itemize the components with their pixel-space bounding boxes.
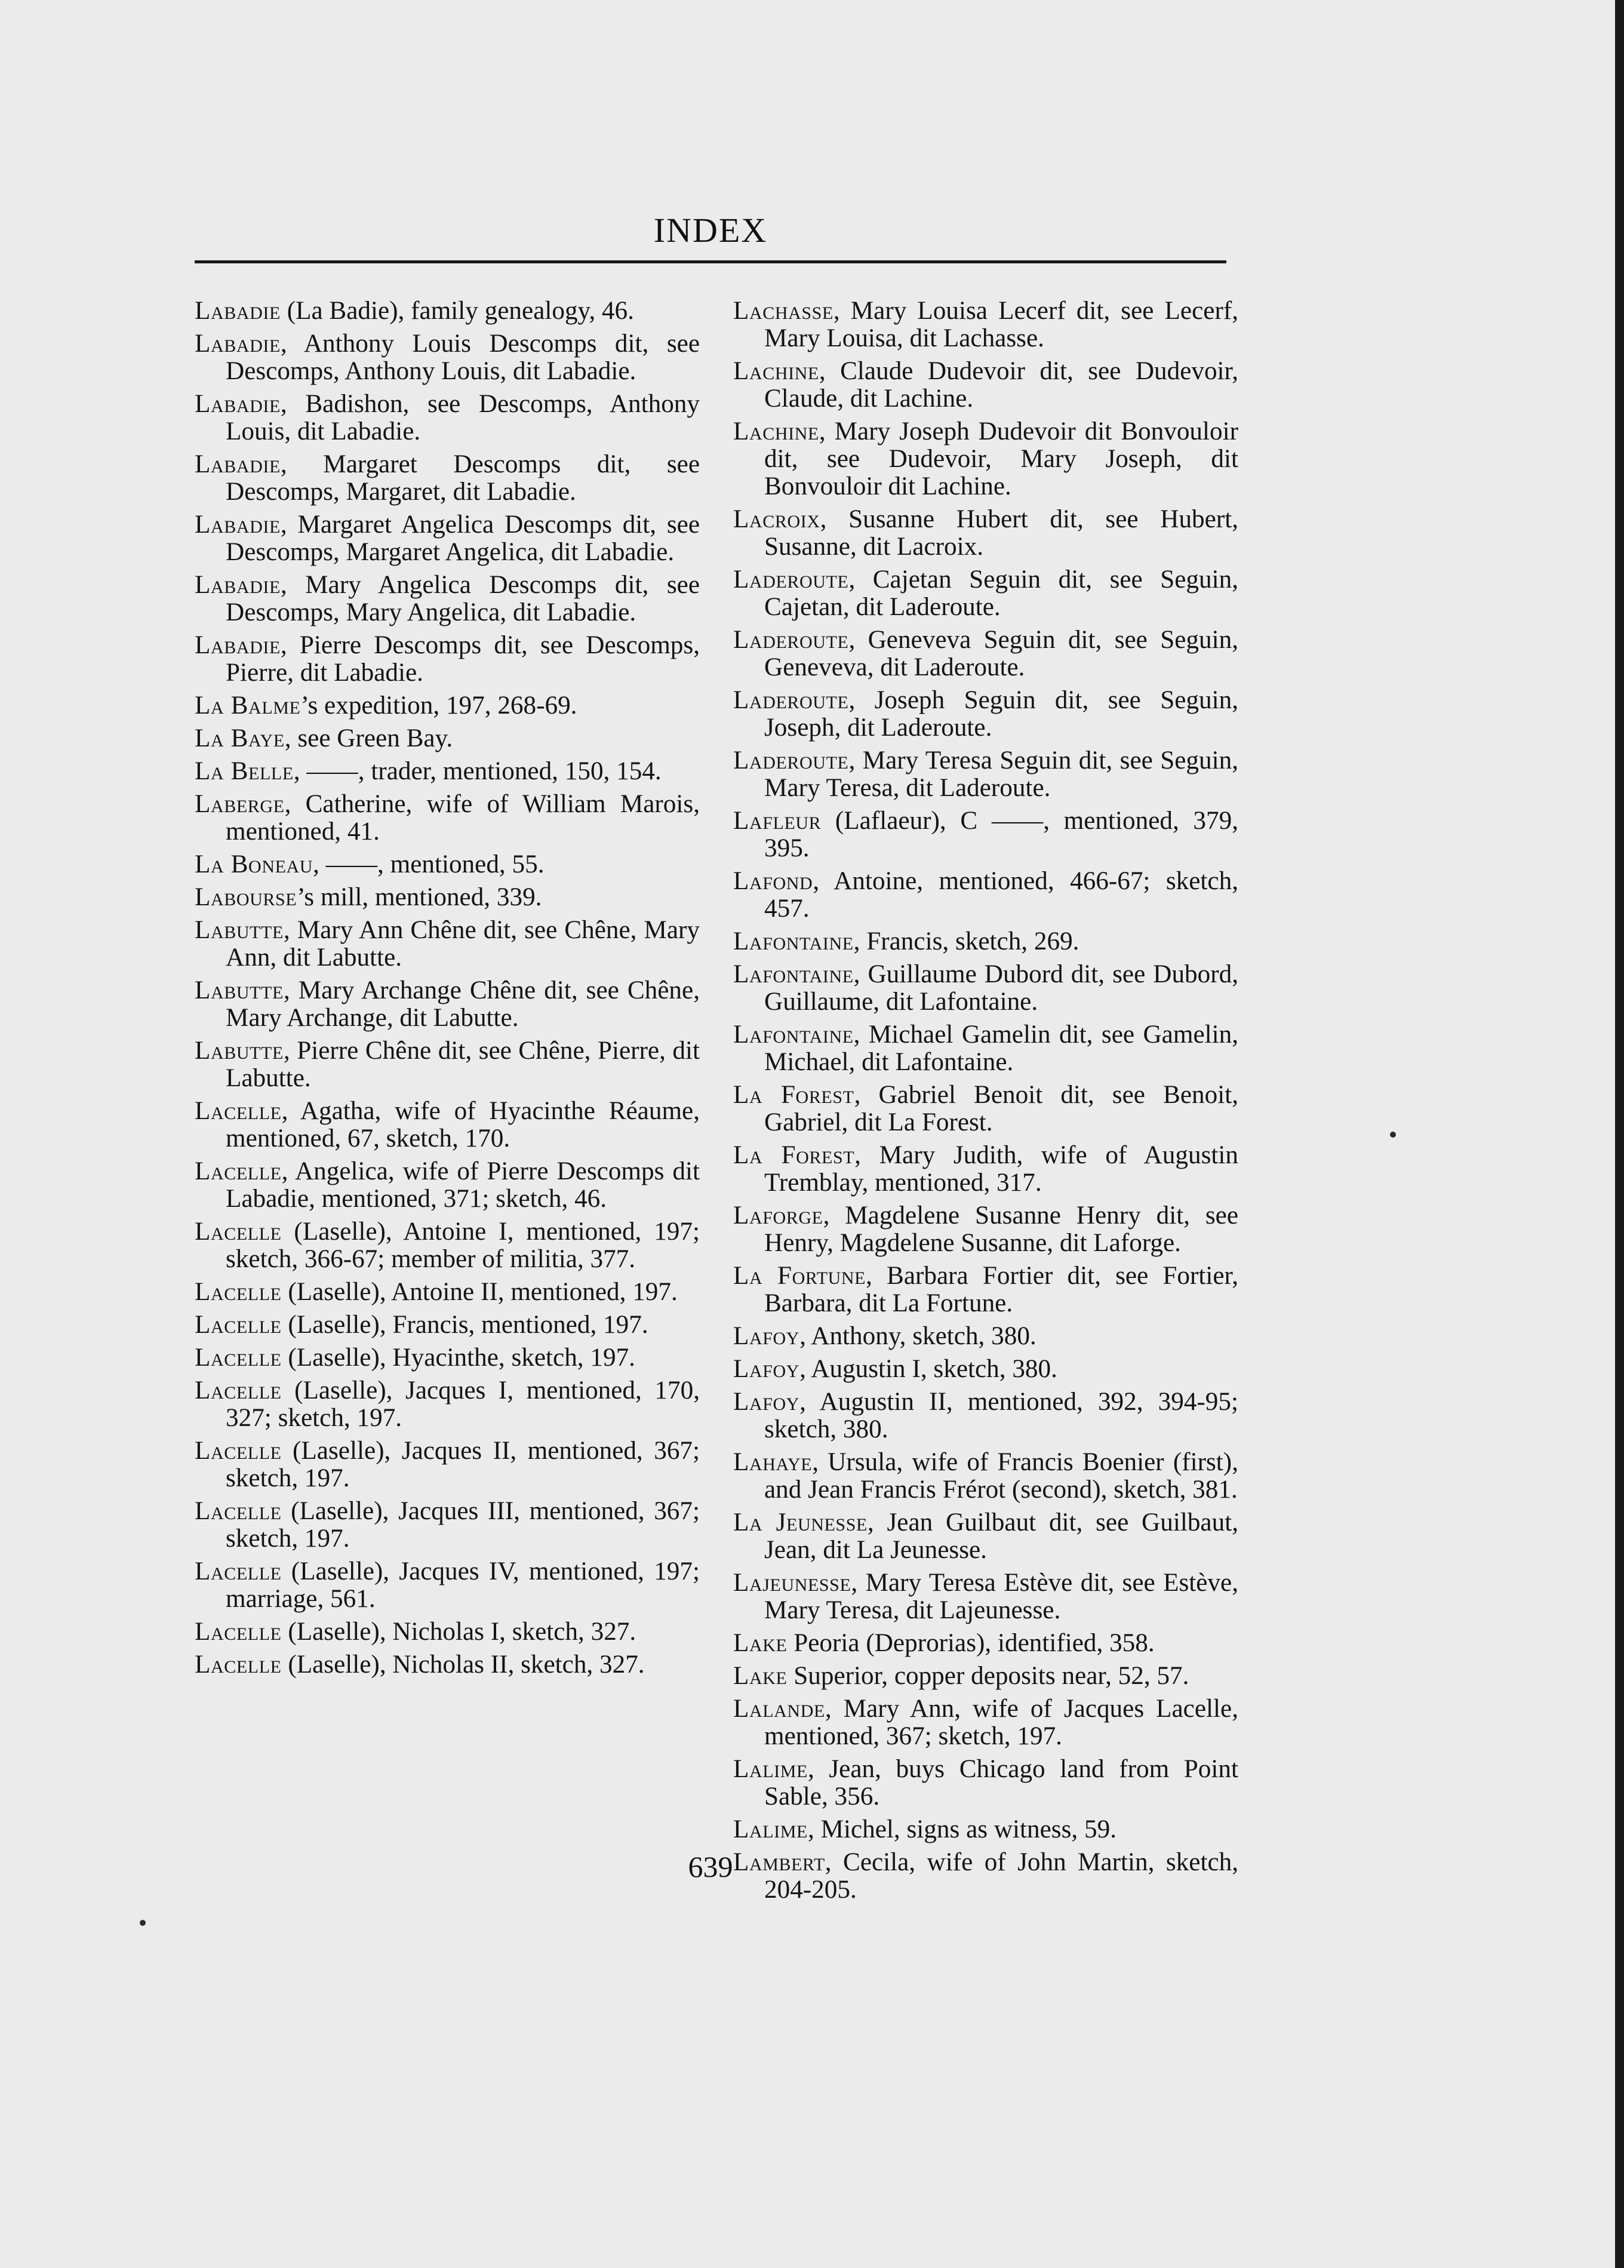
entry-text: (Laselle), Antoine I, mentioned, 197; sketch, 366-67; member of militia, 377.: [226, 1218, 700, 1273]
entry-text: , Jean Guilbaut dit, see Guilbaut, Jean, dit La Jeunesse.: [764, 1508, 1238, 1564]
entry-text: (Laselle), Antoine II, mentioned, 197.: [281, 1278, 678, 1306]
entry-heading: La Forest: [733, 1141, 855, 1169]
entry-text: , Margaret Angelica Descomps dit, see Descomps, Margaret Angelica, dit Labadie.: [226, 511, 700, 566]
index-entry: [195, 917, 700, 972]
entry-text: , see Green Bay.: [284, 724, 453, 752]
index-entry: [733, 1142, 1238, 1197]
index-entry: [195, 1437, 700, 1492]
index-entry: [733, 297, 1238, 352]
entry-text: , Magdelene Susanne Henry dit, see Henry, Magdelene Susanne, dit Laforge.: [764, 1201, 1238, 1257]
index-entry: [733, 1695, 1238, 1750]
entry-heading: Lacelle: [195, 1344, 282, 1372]
page-title: INDEX: [653, 211, 768, 250]
entry-heading: Labutte: [195, 976, 284, 1004]
entry-text: (Laselle), Nicholas I, sketch, 327.: [281, 1618, 636, 1646]
entry-heading: Lafoy: [733, 1388, 800, 1416]
entry-text: , Cecila, wife of John Martin, sketch, 204-205.: [764, 1848, 1238, 1904]
entry-text: , Francis, sketch, 269.: [853, 927, 1079, 955]
index-entry: [733, 506, 1238, 561]
index-column-left: [195, 297, 700, 1684]
entry-heading: Laberge: [195, 790, 285, 818]
entry-heading: Labadie: [195, 511, 281, 539]
entry-heading: Lake: [733, 1662, 788, 1690]
entry-heading: Lacelle: [195, 1651, 282, 1679]
entry-text: (Laselle), Jacques II, mentioned, 367; sketch, 197.: [226, 1437, 700, 1492]
entry-text: , Geneveva Seguin dit, see Seguin, Geneveva, dit Laderoute.: [764, 626, 1238, 681]
entry-heading: Labadie: [195, 390, 281, 418]
entry-heading: Lafontaine: [733, 1021, 854, 1049]
entry-heading: Lafleur: [733, 807, 822, 835]
index-entry: [733, 1816, 1238, 1843]
index-entry: [195, 1377, 700, 1432]
index-entry: [733, 358, 1238, 413]
entry-text: , Augustin I, sketch, 380.: [799, 1355, 1057, 1383]
entry-heading: La Forest: [733, 1081, 854, 1109]
index-entry: [733, 1388, 1238, 1443]
entry-text: , Mary Angelica Descomps dit, see Descomps, Mary Angelica, dit Labadie.: [226, 571, 700, 626]
entry-heading: Lacelle: [195, 1618, 282, 1646]
index-entry: [733, 1756, 1238, 1811]
page-number: 639: [688, 1850, 733, 1883]
index-entry: [195, 692, 700, 720]
entry-text: , Pierre Descomps dit, see Descomps, Pierre, dit Labadie.: [226, 631, 700, 687]
entry-text: , Claude Dudevoir dit, see Dudevoir, Claude, dit Lachine.: [764, 357, 1238, 413]
entry-text: , Joseph Seguin dit, see Seguin, Joseph, dit Laderoute.: [764, 686, 1238, 742]
entry-heading: Lambert: [733, 1848, 825, 1876]
entry-heading: Laderoute: [733, 746, 849, 775]
index-entry: [195, 1218, 700, 1273]
index-entry: [195, 1158, 700, 1213]
index-entry: [195, 791, 700, 846]
index-entry: [195, 451, 700, 506]
entry-heading: Labutte: [195, 916, 284, 944]
index-entry: [733, 1356, 1238, 1383]
entry-heading: Labutte: [195, 1037, 284, 1065]
entry-text: , Catherine, wife of William Marois, mentioned, 41.: [226, 790, 700, 846]
index-entry: [195, 1618, 700, 1646]
entry-text: (Laselle), Jacques IV, mentioned, 197; marriage, 561.: [226, 1557, 700, 1613]
entry-heading: Lalime: [733, 1815, 808, 1843]
index-entry: [195, 851, 700, 878]
index-column-right: [733, 297, 1238, 1909]
entry-text: , Angelica, wife of Pierre Descomps dit Labadie, mentioned, 371; sketch, 46.: [226, 1157, 700, 1213]
index-entry: [195, 1498, 700, 1553]
index-entry: [733, 961, 1238, 1016]
ink-speck: [1390, 1132, 1396, 1138]
index-entry: [733, 1323, 1238, 1350]
entry-text: (Laselle), Jacques I, mentioned, 170, 327; sketch, 197.: [226, 1376, 700, 1432]
index-entry: [195, 297, 700, 325]
entry-heading: Lacroix: [733, 505, 820, 533]
entry-text: , Margaret Descomps dit, see Descomps, Margaret, dit Labadie.: [226, 450, 700, 506]
entry-text: (Laselle), Jacques III, mentioned, 367; sketch, 197.: [226, 1497, 700, 1553]
entry-text: , Antoine, mentioned, 466-67; sketch, 457.: [764, 867, 1238, 923]
entry-text: , Michel, signs as witness, 59.: [807, 1815, 1116, 1843]
index-entry: [195, 571, 700, 626]
entry-heading: Lacelle: [195, 1311, 282, 1339]
entry-text: (Laselle), Francis, mentioned, 197.: [281, 1311, 648, 1339]
entry-heading: Lacelle: [195, 1218, 282, 1246]
entry-heading: Laderoute: [733, 566, 849, 594]
entry-heading: Labadie: [195, 631, 281, 659]
entry-text: , Pierre Chêne dit, see Chêne, Pierre, dit Labutte.: [226, 1037, 700, 1092]
entry-text: , Cajetan Seguin dit, see Seguin, Cajetan, dit Laderoute.: [764, 566, 1238, 621]
header-rule: [195, 260, 1226, 263]
entry-text: , Michael Gamelin dit, see Gamelin, Michael, dit Lafontaine.: [764, 1021, 1238, 1076]
ink-speck: [140, 1920, 146, 1926]
entry-text: , Jean, buys Chicago land from Point Sable, 356.: [764, 1755, 1238, 1811]
entry-heading: La Baye: [195, 724, 285, 752]
index-entry: [733, 687, 1238, 742]
index-entry: [195, 1651, 700, 1679]
entry-heading: Lacelle: [195, 1278, 282, 1306]
entry-heading: Lafontaine: [733, 927, 854, 955]
entry-heading: La Balme: [195, 692, 301, 720]
entry-text: , Mary Ann, wife of Jacques Lacelle, mentioned, 367; sketch, 197.: [764, 1695, 1238, 1750]
entry-heading: Lacelle: [195, 1157, 282, 1185]
entry-heading: Lahaye: [733, 1448, 813, 1476]
entry-text: , Mary Teresa Estève dit, see Estève, Mary Teresa, dit Lajeunesse.: [764, 1569, 1238, 1624]
index-entry: [195, 511, 700, 566]
index-entry: [195, 758, 700, 785]
entry-heading: Laderoute: [733, 626, 849, 654]
index-entry: [733, 418, 1238, 500]
index-entry: [733, 1449, 1238, 1504]
entry-heading: Laderoute: [733, 686, 849, 714]
index-entry: [733, 1662, 1238, 1690]
entry-text: , Agatha, wife of Hyacinthe Réaume, mentioned, 67, sketch, 170.: [226, 1097, 700, 1153]
entry-text: , ——, mentioned, 55.: [313, 850, 545, 878]
entry-heading: Labadie: [195, 571, 281, 599]
entry-text: , Susanne Hubert dit, see Hubert, Susanne, dit Lacroix.: [764, 505, 1238, 561]
entry-text: , Guillaume Dubord dit, see Dubord, Guillaume, dit Lafontaine.: [764, 960, 1238, 1016]
entry-text: , Mary Joseph Dudevoir dit Bonvouloir dit, see Dudevoir, Mary Joseph, dit Bonvouloir dit Lachine.: [764, 417, 1238, 500]
entry-heading: Laforge: [733, 1201, 823, 1230]
entry-text: Peoria (Deprorias), identified, 358.: [787, 1629, 1155, 1657]
entry-heading: Lacelle: [195, 1376, 282, 1405]
entry-heading: Lafontaine: [733, 960, 854, 988]
entry-text: , Mary Archange Chêne dit, see Chêne, Mary Archange, dit Labutte.: [226, 976, 700, 1032]
index-entry: [733, 1202, 1238, 1257]
entry-text: (Laflaeur), C ——, mentioned, 379, 395.: [764, 807, 1238, 862]
entry-heading: Lafond: [733, 867, 813, 895]
entry-text: , ——, trader, mentioned, 150, 154.: [293, 757, 662, 785]
index-entry: [733, 747, 1238, 802]
entry-text: (Laselle), Hyacinthe, sketch, 197.: [281, 1344, 635, 1372]
entry-text: , Anthony, sketch, 380.: [799, 1322, 1036, 1350]
entry-text: Superior, copper deposits near, 52, 57.: [787, 1662, 1189, 1690]
entry-heading: La Jeunesse: [733, 1508, 868, 1536]
entry-heading: Lafoy: [733, 1355, 800, 1383]
entry-text: , Augustin II, mentioned, 392, 394-95; sketch, 380.: [764, 1388, 1238, 1443]
index-entry: [733, 1630, 1238, 1657]
entry-heading: Lafoy: [733, 1322, 800, 1350]
index-entry: [733, 928, 1238, 955]
entry-text: , Badishon, see Descomps, Anthony Louis, dit Labadie.: [226, 390, 700, 445]
index-entry: [733, 626, 1238, 681]
entry-text: ’s expedition, 197, 268-69.: [300, 692, 577, 720]
entry-text: , Mary Teresa Seguin dit, see Seguin, Mary Teresa, dit Laderoute.: [764, 746, 1238, 802]
index-entry: [195, 1344, 700, 1372]
index-entry: [195, 884, 700, 911]
entry-text: ’s mill, mentioned, 339.: [297, 883, 542, 911]
index-entry: [195, 1037, 700, 1092]
index-entry: [195, 977, 700, 1032]
entry-text: , Gabriel Benoit dit, see Benoit, Gabriel, dit La Forest.: [764, 1081, 1238, 1136]
entry-text: , Anthony Louis Descomps dit, see Descomps, Anthony Louis, dit Labadie.: [226, 330, 700, 385]
entry-text: , Mary Louisa Lecerf dit, see Lecerf, Mary Louisa, dit Lachasse.: [764, 297, 1238, 352]
index-entry: [195, 1311, 700, 1339]
entry-heading: Lake: [733, 1629, 788, 1657]
entry-heading: Lachine: [733, 417, 819, 445]
entry-heading: Lajeunesse: [733, 1569, 851, 1597]
entry-heading: La Belle: [195, 757, 294, 785]
entry-text: , Mary Ann Chêne dit, see Chêne, Mary Ann, dit Labutte.: [226, 916, 700, 972]
entry-text: , Ursula, wife of Francis Boenier (first), and Jean Francis Frérot (second), sketch, 381.: [764, 1448, 1238, 1504]
entry-heading: Lacelle: [195, 1097, 282, 1125]
index-entry: [733, 1509, 1238, 1564]
index-entry: [195, 1098, 700, 1153]
entry-heading: Lacelle: [195, 1497, 282, 1525]
entry-heading: Lacelle: [195, 1437, 282, 1465]
index-entry: [733, 1569, 1238, 1624]
index-entry: [195, 1558, 700, 1613]
entry-text: (Laselle), Nicholas II, sketch, 327.: [281, 1651, 645, 1679]
entry-heading: Labadie: [195, 450, 281, 478]
index-entry: [733, 868, 1238, 923]
index-entry: [733, 566, 1238, 621]
entry-text: , Barbara Fortier dit, see Fortier, Barbara, dit La Fortune.: [764, 1262, 1238, 1317]
page-edge-shadow: [1615, 0, 1624, 2268]
index-entry: [733, 1081, 1238, 1136]
entry-heading: Lalande: [733, 1695, 825, 1723]
entry-heading: Lacelle: [195, 1557, 282, 1585]
entry-text: , Mary Judith, wife of Augustin Tremblay, mentioned, 317.: [764, 1141, 1238, 1197]
index-entry: [195, 632, 700, 687]
entry-heading: Lachine: [733, 357, 819, 385]
index-entry: [195, 725, 700, 752]
entry-heading: La Boneau: [195, 850, 313, 878]
index-entry: [195, 330, 700, 385]
index-entry: [733, 1262, 1238, 1317]
index-entry: [195, 1279, 700, 1306]
index-entry: [733, 1021, 1238, 1076]
entry-heading: Labadie: [195, 297, 281, 325]
entry-text: (La Badie), family genealogy, 46.: [280, 297, 634, 325]
entry-heading: La Fortune: [733, 1262, 866, 1290]
entry-heading: Lalime: [733, 1755, 808, 1783]
entry-heading: Labadie: [195, 330, 281, 358]
index-entry: [195, 391, 700, 445]
index-entry: [733, 807, 1238, 862]
entry-heading: Labourse: [195, 883, 297, 911]
entry-heading: Lachasse: [733, 297, 833, 325]
